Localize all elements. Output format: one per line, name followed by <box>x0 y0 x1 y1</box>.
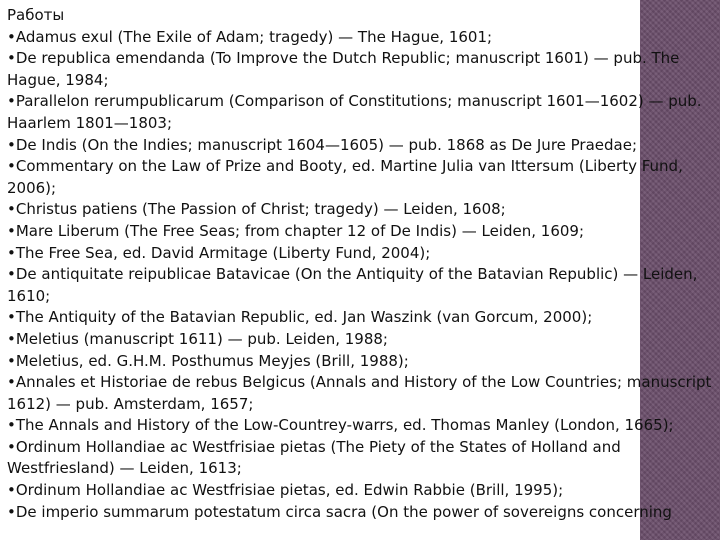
bullet-icon: • <box>7 308 16 327</box>
list-item-text: The Free Sea, ed. David Armitage (Liberty Fund, 2004); <box>15 243 431 262</box>
list-item-text: De imperio summarum potestatum circa sacra (On the power of sovereigns concerning <box>15 502 672 521</box>
list-item-text: Meletius (manuscript 1611) — pub. Leiden, 1988; <box>15 329 388 348</box>
bullet-icon: • <box>7 49 16 68</box>
list-item <box>7 502 717 524</box>
list-item <box>7 221 717 243</box>
bullet-icon: • <box>7 243 16 262</box>
list-item-text: The Annals and History of the Low-Countrey-warrs, ed. Thomas Manley (London, 1665); <box>15 416 674 435</box>
list-item-text: Mare Liberum (The Free Seas; from chapter 12 of De Indis) — Leiden, 1609; <box>15 221 584 240</box>
list-item-text: Annales et Historiae de rebus Belgicus (Annals and History of the Low Countries; manuscript 1612) — pub. Amsterdam, 1657; <box>7 373 712 413</box>
list-item <box>7 135 717 157</box>
bullet-icon: • <box>7 416 16 435</box>
list-item <box>7 437 717 480</box>
list-item <box>7 415 717 437</box>
list-item-text: Adamus exul (The Exile of Adam; tragedy) — The Hague, 1601; <box>15 27 493 46</box>
list-item <box>7 27 717 49</box>
list-item <box>7 351 717 373</box>
bullet-icon: • <box>7 437 16 456</box>
list-item <box>7 48 717 91</box>
list-item-text: Ordinum Hollandiae ac Westfrisiae pietas (The Piety of the States of Holland and Westfriesland) — Leiden, 1613; <box>7 437 621 478</box>
list-item-text: Christus patiens (The Passion of Christ; tragedy) — Leiden, 1608; <box>15 200 506 219</box>
bullet-icon: • <box>7 373 16 392</box>
list-item <box>7 91 717 134</box>
list-item <box>7 264 717 307</box>
list-item-text: De Indis (On the Indies; manuscript 1604—1605) — pub. 1868 as De Jure Praedae; <box>15 135 638 154</box>
slide-heading: Работы <box>7 6 65 24</box>
list-item <box>7 372 717 415</box>
list-item-text: Commentary on the Law of Prize and Booty, ed. Martine Julia van Ittersum (Liberty Fund, 2006); <box>7 157 683 197</box>
bullet-icon: • <box>7 502 16 521</box>
list-item <box>7 307 717 329</box>
list-item-text: The Antiquity of the Batavian Republic, ed. Jan Waszink (van Gorcum, 2000); <box>15 308 593 327</box>
bullet-icon: • <box>7 135 16 154</box>
bullet-icon: • <box>7 27 16 46</box>
bullet-icon: • <box>7 200 16 219</box>
works-list <box>7 27 717 524</box>
bullet-icon: • <box>7 329 16 348</box>
list-item-text: De republica emendanda (To Improve the Dutch Republic; manuscript 1601) — pub. The Hague, 1984; <box>7 49 680 89</box>
list-item <box>7 156 717 199</box>
list-item <box>7 329 717 351</box>
list-item-text: De antiquitate reipublicae Batavicae (On the Antiquity of the Batavian Republic) — Leiden, 1610; <box>7 265 698 305</box>
bullet-icon: • <box>7 221 16 240</box>
list-item-text: Parallelon rerumpublicarum (Comparison of Constitutions; manuscript 1601—1602) — pub. Haarlem 1801—1803; <box>7 92 702 132</box>
list-item-text: Meletius, ed. G.H.M. Posthumus Meyjes (Brill, 1988); <box>15 351 409 370</box>
slide-content <box>7 5 717 523</box>
bullet-icon: • <box>7 265 16 284</box>
bullet-icon: • <box>7 481 16 500</box>
bullet-icon: • <box>7 92 16 111</box>
list-item <box>7 243 717 265</box>
list-item-text: Ordinum Hollandiae ac Westfrisiae pietas, ed. Edwin Rabbie (Brill, 1995); <box>15 481 564 500</box>
bullet-icon: • <box>7 351 16 370</box>
list-item <box>7 199 717 221</box>
bullet-icon: • <box>7 157 16 176</box>
list-item <box>7 480 717 502</box>
